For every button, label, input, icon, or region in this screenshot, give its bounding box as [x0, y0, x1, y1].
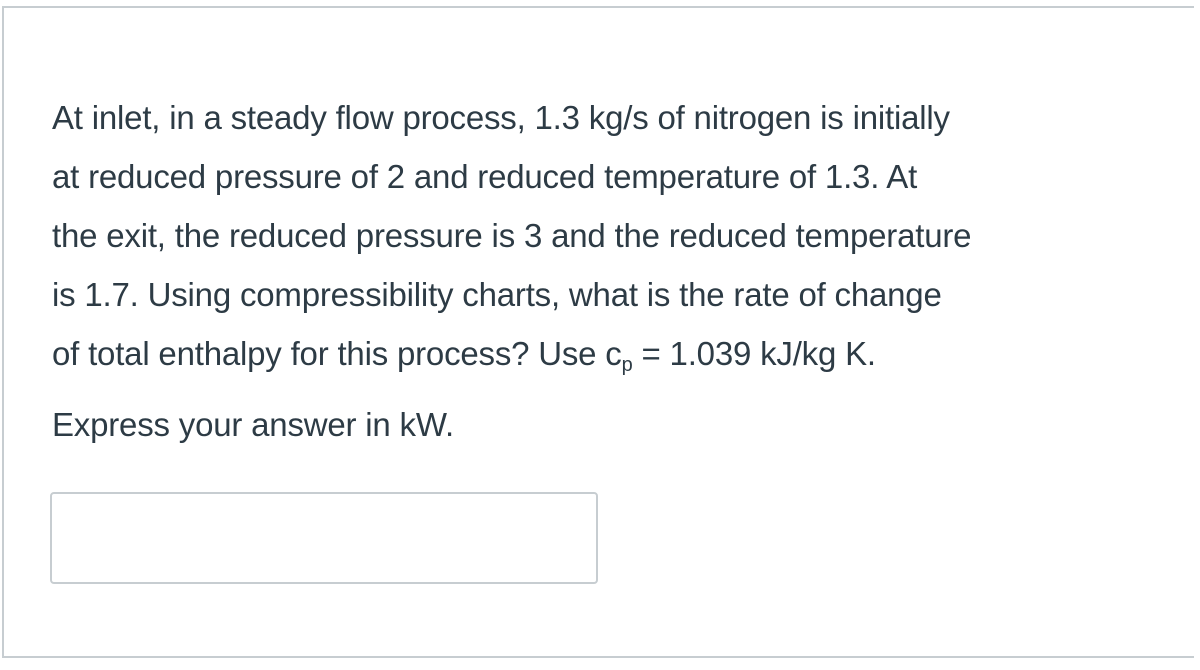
question-line-5 [52, 324, 1172, 395]
cp-subscript: p [621, 354, 633, 376]
question-line-5-text: of total enthalpy for this process? Use c [52, 335, 622, 372]
question-line-5-value: = 1.039 kJ/kg K. [632, 335, 876, 372]
question-line-6: Express your answer in kW. [52, 406, 454, 443]
question-text [52, 88, 1172, 454]
answer-input[interactable] [50, 492, 598, 584]
question-line-4: is 1.7. Using compressibility charts, what is the rate of change [52, 276, 942, 313]
question-line-3: the exit, the reduced pressure is 3 and the reduced temperature [52, 217, 972, 254]
question-line-1: At inlet, in a steady flow process, 1.3 kg/s of nitrogen is initially [52, 99, 950, 136]
question-line-2: at reduced pressure of 2 and reduced temperature of 1.3. At [52, 158, 918, 195]
